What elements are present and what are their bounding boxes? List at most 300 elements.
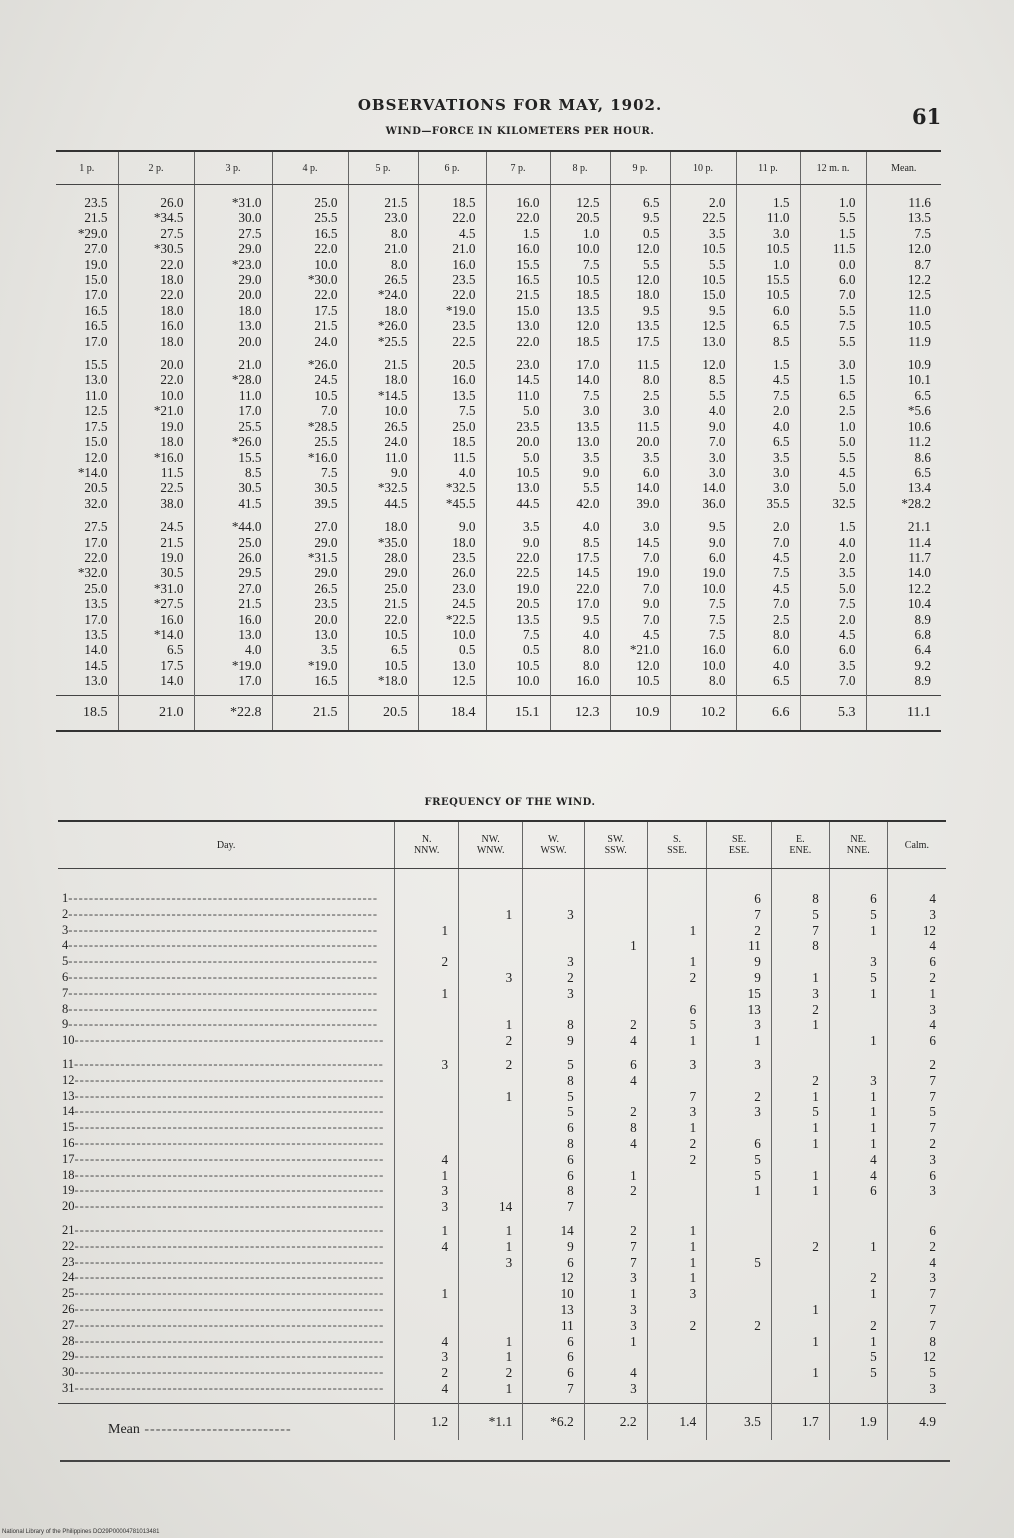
frequency-cell: 2: [707, 923, 772, 939]
leader-dots: ------------------------------------------------------------: [74, 1088, 385, 1103]
wind-force-cell: 16.5: [272, 673, 348, 695]
wind-force-cell: 5.5: [610, 257, 670, 272]
frequency-cell: 1: [647, 1120, 707, 1136]
wind-force-cell: 21.5: [348, 349, 418, 372]
wind-force-cell: 24.5: [118, 511, 194, 534]
frequency-cell: 2: [395, 954, 459, 970]
wind-force-cell: 12.5: [550, 185, 610, 211]
frequency-cell: [459, 1136, 523, 1152]
wind-force-cell: 9.0: [670, 535, 736, 550]
wind-force-cell: 10.1: [907, 372, 931, 388]
wind-force-cell: 18.0: [610, 287, 670, 302]
wind-force-cell: 13.0: [56, 372, 118, 387]
wind-force-cell: 41.5: [194, 496, 272, 511]
wind-force-cell: 29.0: [272, 565, 348, 580]
frequency-cell: 1: [459, 1017, 523, 1033]
frequency-cell: 12: [922, 1349, 936, 1365]
wind-force-cell: 12.0: [610, 658, 670, 673]
day-number: 12: [62, 1072, 75, 1087]
frequency-cell: 1: [584, 1286, 647, 1302]
wind-force-cell: 10.5: [348, 658, 418, 673]
wind-force-cell: 6.0: [736, 303, 800, 318]
wind-force-header: 5 p.: [348, 151, 418, 185]
frequency-cell: 2: [929, 1056, 936, 1072]
wind-force-cell: 4.0: [670, 403, 736, 418]
frequency-cell: 1: [771, 1017, 829, 1033]
frequency-cell: 3: [929, 1151, 936, 1167]
wind-force-cell: 22.0: [486, 210, 550, 225]
frequency-cell: [395, 1120, 459, 1136]
wind-force-cell: 25.0: [418, 419, 486, 434]
leader-dots: ------------------------------------------------------------: [74, 1104, 385, 1119]
frequency-cell: 7: [929, 1286, 936, 1302]
wind-force-cell: 5.0: [800, 434, 866, 449]
wind-force-cell: 7.0: [610, 550, 670, 565]
wind-force-cell: 7.0: [800, 287, 866, 302]
frequency-cell: 6: [523, 1152, 585, 1168]
frequency-cell: [707, 1365, 772, 1381]
frequency-cell: 4: [584, 1073, 647, 1089]
wind-force-cell: 12.2: [907, 580, 931, 596]
wind-force-cell: 12.0: [907, 241, 931, 257]
wind-force-cell: *23.0: [194, 257, 272, 272]
wind-force-cell: 19.0: [670, 565, 736, 580]
wind-force-cell: 14.0: [118, 673, 194, 695]
frequency-cell: 8: [523, 1136, 585, 1152]
wind-force-cell: 27.5: [118, 226, 194, 241]
frequency-header: [459, 821, 523, 869]
frequency-cell: [584, 1089, 647, 1105]
day-label: [58, 1381, 395, 1403]
wind-force-cell: 32.5: [800, 496, 866, 511]
frequency-cell: 7: [929, 1072, 936, 1088]
wind-force-cell: 15.0: [670, 287, 736, 302]
wind-force-cell: 12.5: [418, 673, 486, 695]
wind-force-cell: 36.0: [670, 496, 736, 511]
wind-force-cell: 1.0: [800, 185, 866, 211]
wind-force-cell: *28.2: [901, 495, 931, 511]
wind-force-cell: *34.5: [118, 210, 194, 225]
leader-dots: ------------------------------------------------------------: [74, 1317, 385, 1332]
wind-force-cell: 4.0: [194, 642, 272, 657]
wind-force-cell: 24.0: [348, 434, 418, 449]
frequency-cell: [771, 1199, 829, 1215]
wind-force-cell: 18.0: [118, 334, 194, 349]
frequency-cell: [829, 1017, 887, 1033]
wind-force-cell: 4.5: [418, 226, 486, 241]
day-number: 15: [62, 1120, 75, 1135]
wind-force-cell: 7.5: [486, 627, 550, 642]
frequency-cell: [459, 1168, 523, 1184]
frequency-cell: 10: [523, 1286, 585, 1302]
wind-force-cell: 23.5: [418, 272, 486, 287]
frequency-cell: 3: [459, 970, 523, 986]
frequency-cell: [459, 869, 523, 907]
leader-dots: ------------------------------------------------------------: [68, 985, 379, 1000]
wind-force-mean-cell: 12.3: [550, 695, 610, 731]
wind-force-cell: 4.0: [800, 535, 866, 550]
wind-force-cell: 5.5: [670, 257, 736, 272]
day-number: 13: [62, 1088, 75, 1103]
wind-force-header: 7 p.: [486, 151, 550, 185]
frequency-cell: 5: [829, 1349, 887, 1365]
wind-force-cell: 12.5: [56, 403, 118, 418]
frequency-header: [829, 821, 887, 869]
wind-force-cell: 18.0: [118, 434, 194, 449]
wind-force-cell: 20.0: [610, 434, 670, 449]
wind-force-cell: 32.0: [56, 496, 118, 511]
wind-force-row: [56, 496, 941, 511]
day-label: [58, 1136, 395, 1152]
wind-force-cell: 17.0: [194, 403, 272, 418]
frequency-header: [395, 821, 459, 869]
wind-force-cell: 21.0: [418, 241, 486, 256]
wind-force-cell: 29.0: [272, 535, 348, 550]
frequency-cell: 4: [584, 1033, 647, 1049]
frequency-cell: 1: [829, 1136, 887, 1152]
wind-force-cell: 7.5: [272, 465, 348, 480]
wind-force-row: [56, 185, 941, 211]
wind-force-cell: *32.5: [418, 480, 486, 495]
day-label: [58, 1199, 395, 1215]
frequency-cell: 1: [829, 1033, 887, 1049]
wind-force-mean-cell: 21.0: [118, 695, 194, 731]
wind-force-cell: 1.5: [800, 372, 866, 387]
day-label: [58, 938, 395, 954]
frequency-cell: 6: [523, 1334, 585, 1350]
wind-force-table: [56, 150, 941, 732]
wind-force-cell: 15.5: [736, 272, 800, 287]
frequency-cell: 3: [523, 907, 585, 923]
wind-force-cell: 9.5: [670, 303, 736, 318]
wind-force-cell: 14.5: [610, 535, 670, 550]
wind-force-cell: 11.0: [486, 388, 550, 403]
frequency-header-bottom: NNE.: [846, 845, 870, 856]
wind-force-row: [56, 673, 941, 695]
wind-force-cell: 24.5: [418, 596, 486, 611]
frequency-cell: 1: [395, 1168, 459, 1184]
wind-force-cell: 6.4: [914, 642, 931, 658]
frequency-cell: [829, 1381, 887, 1403]
wind-force-cell: 6.5: [914, 464, 931, 480]
frequency-cell: 2: [459, 1365, 523, 1381]
wind-force-row: [56, 419, 941, 434]
wind-force-cell: 9.0: [670, 419, 736, 434]
leader-dots: ------------------------------------------------------------: [74, 1365, 385, 1380]
wind-force-cell: 18.5: [418, 434, 486, 449]
frequency-row: [58, 1183, 946, 1199]
wind-force-cell: 39.0: [610, 496, 670, 511]
day-number: 30: [62, 1365, 75, 1380]
frequency-cell: 5: [929, 1365, 936, 1381]
wind-force-cell: 8.0: [348, 257, 418, 272]
wind-force-cell: 17.5: [118, 658, 194, 673]
wind-force-cell: 6.0: [800, 272, 866, 287]
wind-force-cell: 27.0: [272, 511, 348, 534]
wind-force-cell: 3.0: [736, 480, 800, 495]
frequency-row: [58, 938, 946, 954]
wind-force-cell: 10.0: [272, 257, 348, 272]
frequency-cell: [523, 938, 585, 954]
wind-force-row: [56, 388, 941, 403]
wind-force-cell: 10.0: [670, 581, 736, 596]
wind-force-cell: 22.0: [272, 241, 348, 256]
wind-force-cell: 27.0: [194, 581, 272, 596]
wind-force-cell: 17.0: [56, 334, 118, 349]
frequency-cell: [395, 1002, 459, 1018]
wind-force-cell: 20.0: [118, 349, 194, 372]
wind-force-cell: 22.0: [418, 210, 486, 225]
wind-force-cell: 22.5: [486, 565, 550, 580]
frequency-cell: 3: [584, 1302, 647, 1318]
frequency-cell: [771, 1270, 829, 1286]
day-number: 1: [62, 891, 69, 905]
wind-force-cell: 4.0: [736, 419, 800, 434]
frequency-header: [887, 821, 946, 869]
frequency-cell: 2: [929, 969, 936, 985]
frequency-row: [58, 986, 946, 1002]
wind-force-cell: 23.0: [486, 349, 550, 372]
frequency-cell: 4: [929, 938, 936, 954]
frequency-cell: 1: [707, 1033, 772, 1049]
day-label: [58, 1120, 395, 1136]
frequency-cell: 1: [647, 1270, 707, 1286]
wind-force-cell: *28.0: [194, 372, 272, 387]
wind-force-cell: 44.5: [486, 496, 550, 511]
wind-force-cell: 9.2: [914, 657, 931, 673]
frequency-cell: 4: [829, 1168, 887, 1184]
frequency-cell: 11: [523, 1318, 585, 1334]
wind-force-cell: 3.0: [610, 403, 670, 418]
leader-dots: ------------------------------------------------------------: [74, 1135, 385, 1150]
wind-force-cell: 22.0: [56, 550, 118, 565]
frequency-cell: 5: [647, 1017, 707, 1033]
frequency-cell: [459, 1183, 523, 1199]
wind-force-cell: 6.0: [800, 642, 866, 657]
frequency-cell: 6: [647, 1002, 707, 1018]
wind-force-cell: *27.5: [118, 596, 194, 611]
day-number: 2: [62, 906, 69, 921]
wind-force-cell: 20.5: [418, 349, 486, 372]
frequency-cell: [707, 1334, 772, 1350]
frequency-cell: [829, 1002, 887, 1018]
wind-force-cell: *31.5: [272, 550, 348, 565]
wind-force-cell: 2.0: [800, 612, 866, 627]
frequency-header: [647, 821, 707, 869]
wind-force-row: [56, 550, 941, 565]
day-number: 24: [62, 1270, 75, 1285]
frequency-cell: 2: [929, 1135, 936, 1151]
frequency-cell: 1: [771, 1120, 829, 1136]
wind-force-cell: 18.0: [348, 372, 418, 387]
wind-force-cell: 13.0: [486, 318, 550, 333]
wind-force-cell: 17.5: [610, 334, 670, 349]
leader-dots: ------------------------------------------------------------: [74, 1254, 385, 1269]
frequency-cell: 7: [584, 1255, 647, 1271]
day-number: 11: [62, 1056, 75, 1071]
day-label: [58, 1089, 395, 1105]
wind-force-cell: 3.0: [736, 226, 800, 241]
wind-force-cell: *19.0: [272, 658, 348, 673]
wind-force-cell: 4.5: [736, 550, 800, 565]
frequency-cell: [707, 1302, 772, 1318]
wind-force-cell: 25.0: [194, 535, 272, 550]
wind-force-cell: 21.0: [194, 349, 272, 372]
wind-force-cell: 5.5: [550, 480, 610, 495]
wind-force-cell: 13.0: [418, 658, 486, 673]
frequency-cell: [395, 1302, 459, 1318]
wind-force-mean-cell: 20.5: [348, 695, 418, 731]
frequency-cell: 2: [523, 970, 585, 986]
frequency-header-top: Day.: [216, 839, 236, 851]
wind-force-cell: 17.0: [550, 349, 610, 372]
frequency-header-bottom: SSW.: [604, 845, 627, 856]
wind-force-cell: 7.5: [736, 565, 800, 580]
day-label: [58, 1349, 395, 1365]
wind-force-cell: 16.0: [486, 241, 550, 256]
wind-force-cell: 17.5: [56, 419, 118, 434]
wind-force-cell: 4.5: [736, 581, 800, 596]
wind-force-cell: 12.5: [670, 318, 736, 333]
wind-force-cell: 11.2: [908, 434, 931, 450]
wind-force-cell: 14.0: [907, 565, 931, 581]
wind-force-cell: 30.5: [194, 480, 272, 495]
frequency-cell: [647, 1168, 707, 1184]
frequency-cell: [395, 938, 459, 954]
frequency-cell: 13: [523, 1302, 585, 1318]
frequency-row: [58, 1152, 946, 1168]
wind-force-cell: 9.5: [610, 210, 670, 225]
wind-force-mean-cell: 11.1: [866, 695, 941, 731]
wind-force-cell: *31.0: [118, 581, 194, 596]
frequency-cell: 7: [523, 1381, 585, 1403]
wind-force-cell: 29.0: [348, 565, 418, 580]
day-number: 16: [62, 1135, 75, 1150]
wind-force-cell: 25.0: [272, 185, 348, 211]
wind-force-cell: *32.0: [56, 565, 118, 580]
frequency-cell: 2: [829, 1318, 887, 1334]
wind-force-cell: 11.9: [908, 333, 931, 349]
frequency-cell: 5: [707, 1255, 772, 1271]
wind-force-cell: 11.5: [800, 241, 866, 256]
frequency-cell: 14: [459, 1199, 523, 1215]
day-label: [58, 1286, 395, 1302]
wind-force-cell: 10.9: [907, 357, 931, 373]
wind-force-cell: 2.5: [610, 388, 670, 403]
frequency-cell: [771, 1318, 829, 1334]
wind-force-mean-cell: 10.2: [670, 695, 736, 731]
wind-force-cell: 15.5: [486, 257, 550, 272]
frequency-row: [58, 1334, 946, 1350]
frequency-mean-cell: 1.4: [647, 1403, 707, 1440]
wind-force-cell: 2.5: [800, 403, 866, 418]
wind-force-cell: 9.5: [550, 612, 610, 627]
wind-force-cell: 8.5: [550, 535, 610, 550]
wind-force-cell: 11.0: [348, 450, 418, 465]
wind-force-cell: 21.5: [56, 210, 118, 225]
wind-force-cell: 3.5: [670, 226, 736, 241]
frequency-cell: [647, 869, 707, 907]
leader-dots: ------------------------------------------------------------: [74, 1222, 385, 1237]
wind-force-cell: *14.0: [56, 465, 118, 480]
frequency-row: [58, 1381, 946, 1403]
wind-force-cell: 7.0: [800, 673, 866, 695]
frequency-cell: [584, 970, 647, 986]
wind-force-cell: 3.5: [800, 658, 866, 673]
frequency-cell: 3: [707, 1017, 772, 1033]
wind-force-cell: 13.0: [670, 334, 736, 349]
frequency-cell: [771, 954, 829, 970]
wind-force-cell: 13.5: [610, 318, 670, 333]
frequency-cell: 6: [523, 1349, 585, 1365]
frequency-cell: 6: [523, 1365, 585, 1381]
wind-force-cell: 20.0: [272, 612, 348, 627]
frequency-cell: 8: [523, 1183, 585, 1199]
wind-force-mean-cell: 21.5: [272, 695, 348, 731]
wind-force-cell: 14.0: [670, 480, 736, 495]
frequency-cell: 6: [929, 954, 936, 970]
wind-force-cell: 44.5: [348, 496, 418, 511]
wind-force-cell: 17.0: [56, 612, 118, 627]
frequency-cell: 3: [929, 1380, 936, 1396]
wind-force-cell: 42.0: [550, 496, 610, 511]
frequency-cell: 7: [584, 1239, 647, 1255]
wind-force-cell: 16.0: [194, 612, 272, 627]
wind-force-cell: 8.0: [550, 642, 610, 657]
wind-force-cell: 14.5: [56, 658, 118, 673]
wind-force-cell: 10.5: [348, 627, 418, 642]
wind-force-cell: 8.5: [194, 465, 272, 480]
frequency-row: [58, 869, 946, 907]
frequency-cell: 3: [395, 1199, 459, 1215]
frequency-cell: [523, 869, 585, 907]
wind-force-cell: 12.5: [907, 287, 931, 303]
wind-force-cell: 8.5: [670, 372, 736, 387]
wind-force-cell: 0.0: [800, 257, 866, 272]
wind-force-cell: 17.0: [56, 287, 118, 302]
wind-force-mean-cell: 18.5: [56, 695, 118, 731]
wind-force-cell: *28.5: [272, 419, 348, 434]
day-label: [58, 1152, 395, 1168]
frequency-cell: [647, 986, 707, 1002]
frequency-cell: 5: [523, 1104, 585, 1120]
wind-force-cell: 12.0: [56, 450, 118, 465]
frequency-cell: [707, 1270, 772, 1286]
frequency-cell: 3: [929, 1183, 936, 1199]
wind-force-cell: 5.5: [800, 450, 866, 465]
frequency-header-top: NW.: [481, 834, 500, 845]
wind-force-cell: 10.5: [907, 318, 931, 334]
frequency-cell: [459, 954, 523, 970]
wind-force-row: [56, 210, 941, 225]
frequency-cell: [395, 907, 459, 923]
frequency-cell: 1: [771, 1089, 829, 1105]
frequency-cell: 1: [459, 1349, 523, 1365]
frequency-cell: 2: [647, 1152, 707, 1168]
frequency-cell: [707, 1286, 772, 1302]
frequency-cell: 3: [929, 1001, 936, 1017]
wind-force-cell: 15.5: [56, 349, 118, 372]
wind-force-header: 3 p.: [194, 151, 272, 185]
wind-force-cell: 22.0: [272, 287, 348, 302]
day-label: [58, 1183, 395, 1199]
wind-force-row: [56, 465, 941, 480]
frequency-cell: [395, 1104, 459, 1120]
wind-force-cell: 13.5: [56, 627, 118, 642]
frequency-cell: 2: [647, 970, 707, 986]
frequency-title: FREQUENCY OF THE WIND.: [424, 797, 596, 808]
frequency-row: [58, 1168, 946, 1184]
